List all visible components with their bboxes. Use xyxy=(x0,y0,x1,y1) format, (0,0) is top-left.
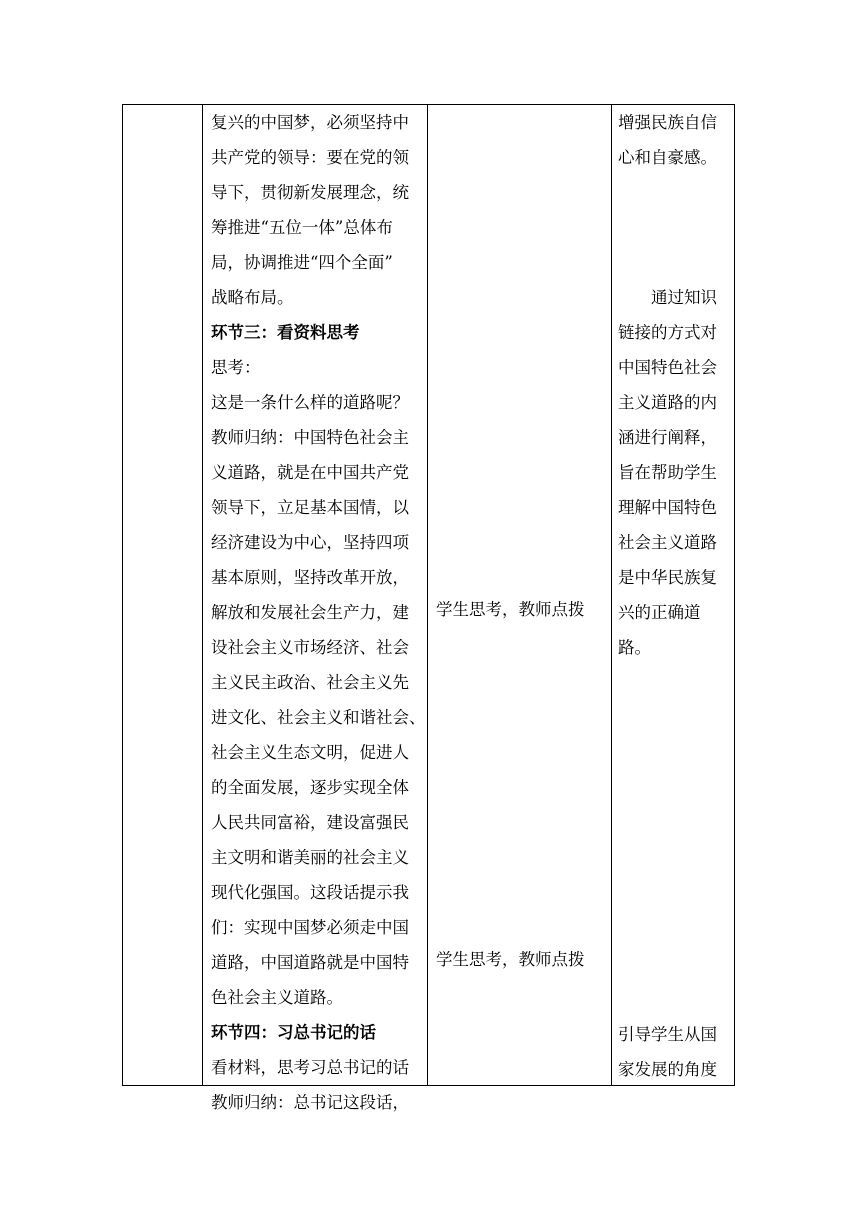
design-intent-cell xyxy=(618,105,732,665)
intent-line: 心和自豪感。 xyxy=(618,148,717,167)
intent-line: 主义道路的内 xyxy=(618,393,717,412)
content-line: 战略布局。 xyxy=(211,288,294,307)
section-three-title: 环节三：看资料思考 xyxy=(211,323,360,342)
content-line: 色社会主义道路。 xyxy=(211,988,343,1007)
content-line: 基本原则，坚持改革开放， xyxy=(211,568,409,587)
content-line: 义道路，就是在中国共产党 xyxy=(211,463,409,482)
intent-line: 旨在帮助学生 xyxy=(618,463,717,482)
column-divider xyxy=(611,105,612,1085)
intent-line: 理解中国特色 xyxy=(618,498,717,517)
lesson-plan-table xyxy=(122,104,735,1112)
content-line: 局，协调推进“四个全面” xyxy=(211,253,393,272)
intent-line: 中国特色社会 xyxy=(618,358,717,377)
intent-line: 家发展的角度 xyxy=(618,1060,717,1079)
content-line: 的全面发展，逐步实现全体 xyxy=(211,778,409,797)
content-line: 思考： xyxy=(211,358,261,377)
intent-line: 引导学生从国 xyxy=(618,1025,717,1044)
content-line: 这是一条什么样的道路呢？ xyxy=(211,393,409,412)
content-line: 复兴的中国梦，必须坚持中 xyxy=(211,113,409,132)
teaching-content-cell xyxy=(211,105,433,1120)
content-line: 现代化强国。这段话提示我 xyxy=(211,883,409,902)
content-line: 人民共同富裕，建设富强民 xyxy=(211,813,409,832)
intent-line: 是中华民族复 xyxy=(618,568,717,587)
intent-line: 链接的方式对 xyxy=(618,323,717,342)
content-line: 导下，贯彻新发展理念，统 xyxy=(211,183,409,202)
content-line: 教师归纳：中国特色社会主 xyxy=(211,428,409,447)
content-line: 道路，中国道路就是中国特 xyxy=(211,953,409,972)
design-intent-cell-continued xyxy=(618,1017,732,1087)
content-line: 共产党的领导：要在党的领 xyxy=(211,148,409,167)
content-line: 经济建设为中心，坚持四项 xyxy=(211,533,409,552)
content-line: 主义民主政治、社会主义先 xyxy=(211,673,409,692)
intent-line: 增强民族自信 xyxy=(618,113,717,132)
student-activity-text: 学生思考，教师点拨 xyxy=(436,600,585,619)
content-line: 主文明和谐美丽的社会主义 xyxy=(211,848,409,867)
intent-line: 兴的正确道 xyxy=(618,603,701,622)
intent-line: 通过知识 xyxy=(651,288,717,307)
content-line: 解放和发展社会生产力，建 xyxy=(211,603,409,622)
section-four-title: 环节四：习总书记的话 xyxy=(211,1023,376,1042)
content-line: 领导下，立足基本国情，以 xyxy=(211,498,409,517)
intent-line: 涵进行阐释， xyxy=(618,428,717,447)
content-line: 社会主义生态文明，促进人 xyxy=(211,743,409,762)
content-line: 进文化、社会主义和谐社会、 xyxy=(211,708,426,727)
content-line: 筹推进“五位一体”总体布 xyxy=(211,218,393,237)
content-line: 教师归纳：总书记这段话， xyxy=(211,1093,409,1112)
content-line: 设社会主义市场经济、社会 xyxy=(211,638,409,657)
intent-line: 路。 xyxy=(618,638,651,657)
content-line: 们：实现中国梦必须走中国 xyxy=(211,918,409,937)
content-line: 看材料，思考习总书记的话 xyxy=(211,1058,409,1077)
student-activity-text: 学生思考，教师点拨 xyxy=(436,950,585,969)
intent-line: 社会主义道路 xyxy=(618,533,717,552)
column-divider xyxy=(202,105,203,1085)
